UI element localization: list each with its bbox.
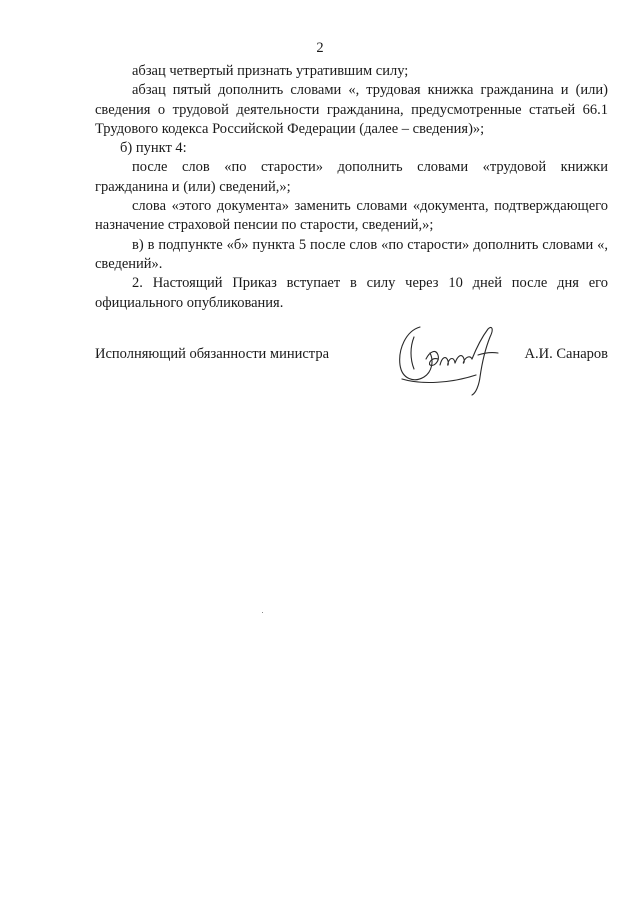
scan-artifact	[262, 612, 263, 613]
signatory-name: А.И. Санаров	[524, 346, 608, 362]
handwritten-signature	[392, 319, 517, 399]
signatory-title: Исполняющий обязанности министра	[95, 346, 330, 362]
paragraph: слова «этого документа» заменить словами «документа, подтверждающего назначение страховой пенсии по старости, сведений,»;	[95, 198, 608, 234]
paragraph: в) в подпункте «б» пункта 5 после слов «по старости» дополнить словами «, сведений».	[95, 236, 608, 272]
document-body	[95, 62, 608, 313]
paragraph: абзац четвертый признать утратившим силу;	[132, 63, 409, 79]
paragraph: абзац пятый дополнить словами «, трудовая книжка гражданина и (или) сведения о трудовой деятельности гражданина, предусмотренные статьей 66.1 Трудового кодекса Российской Федерации (далее – сведения)»;	[95, 82, 608, 137]
paragraph: б) пункт 4:	[120, 140, 187, 157]
paragraph: после слов «по старости» дополнить словами «трудовой книжки гражданина и (или) сведений,»;	[95, 159, 608, 195]
paragraph: 2. Настоящий Приказ вступает в силу через 10 дней после дня его официального опубликования.	[95, 275, 608, 311]
page-number: 2	[316, 40, 324, 56]
signature-block	[95, 346, 608, 416]
